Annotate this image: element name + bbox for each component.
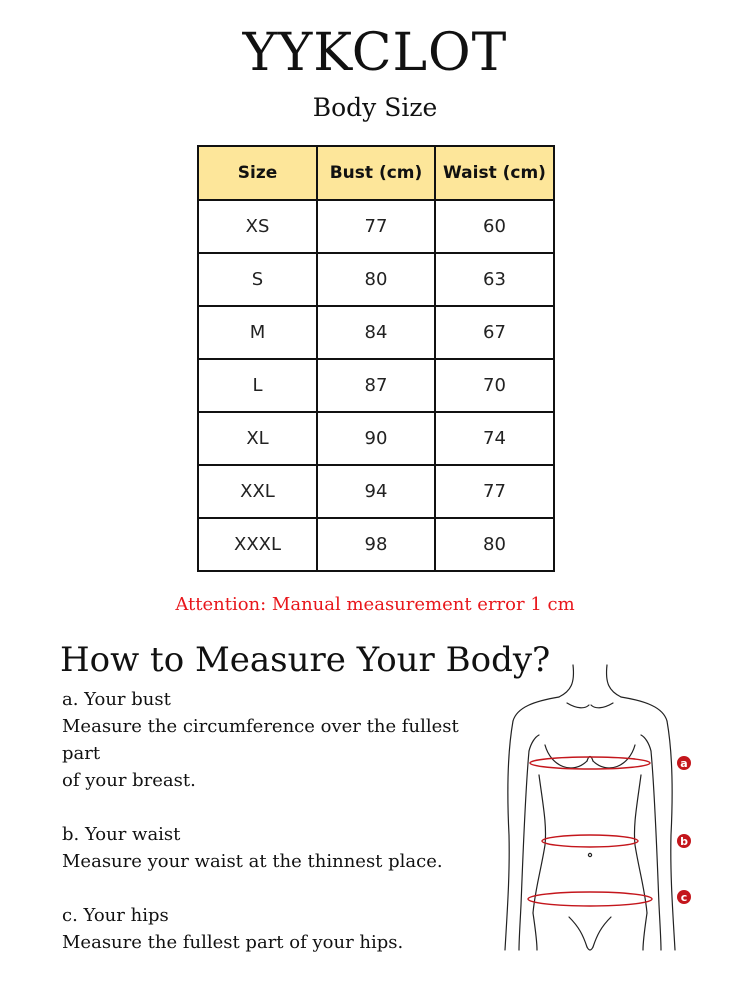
column-header-bust: Bust (cm) [317,146,435,200]
step-label: a. Your bust [62,689,171,710]
measure-steps [62,686,482,956]
body-outline-figure [495,655,705,955]
page-subtitle: Body Size [312,93,438,122]
table-row [198,412,554,465]
attention-note: Attention: Manual measurement error 1 cm [175,594,575,615]
cell-bust: 77 [317,200,435,253]
bust-line [530,757,650,769]
table-body [198,200,554,571]
step-desc-line: Measure the fullest part of your hips. [62,932,404,953]
step-desc-line: Measure the circumference over the fullest part [62,716,459,764]
cell-size: XXL [198,465,317,518]
cell-size: XL [198,412,317,465]
cell-bust: 87 [317,359,435,412]
cell-size: L [198,359,317,412]
cell-waist: 74 [435,412,554,465]
cell-bust: 80 [317,253,435,306]
cell-waist: 67 [435,306,554,359]
step-bust [62,686,482,794]
column-header-waist: Waist (cm) [435,146,554,200]
marker-b [677,834,691,848]
table-row [198,359,554,412]
step-label: c. Your hips [62,905,169,926]
table-row [198,465,554,518]
table-row [198,200,554,253]
cell-size: M [198,306,317,359]
marker-b-label: b [680,835,688,848]
marker-c-label: c [680,891,688,904]
howto-title: How to Measure Your Body? [60,640,551,680]
cell-bust: 84 [317,306,435,359]
table-header-row [198,146,554,200]
cell-size: S [198,253,317,306]
cell-size: XXXL [198,518,317,571]
table-row [198,306,554,359]
measure-lines [528,757,652,906]
cell-waist: 77 [435,465,554,518]
cell-waist: 60 [435,200,554,253]
hips-line [528,892,652,906]
step-label: b. Your waist [62,824,181,845]
marker-c [677,890,691,904]
cell-bust: 98 [317,518,435,571]
cell-waist: 63 [435,253,554,306]
brand-title: YYKCLOT [242,23,508,83]
step-waist [62,821,482,875]
cell-waist: 80 [435,518,554,571]
column-header-size: Size [198,146,317,200]
step-desc-line: of your breast. [62,770,196,791]
cell-bust: 94 [317,465,435,518]
cell-bust: 90 [317,412,435,465]
body-outline [505,665,675,950]
cell-size: XS [198,200,317,253]
table-row [198,518,554,571]
table-row [198,253,554,306]
marker-a-label: a [680,757,688,770]
step-desc-line: Measure your waist at the thinnest place. [62,851,443,872]
waist-line [542,835,638,847]
size-table [197,145,555,572]
marker-a [677,756,691,770]
step-hips [62,902,482,956]
cell-waist: 70 [435,359,554,412]
